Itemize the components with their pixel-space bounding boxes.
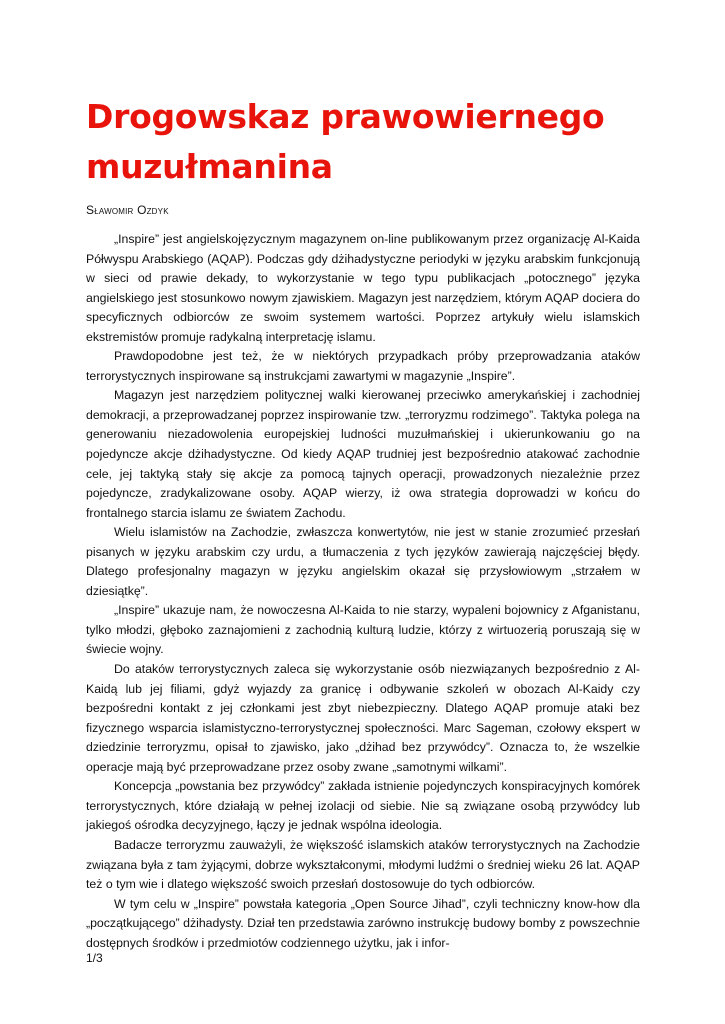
paragraph: Do ataków terrorystycznych zaleca się wykorzystanie osób niezwiązanych bezpośrednio z Al-Kaidą lub jej filiami, gdyż wyjazdy za granicę i odbywanie szkoleń w obozach Al-Kaidy czy bezpośredni kontakt z jej członkami jest zbyt niebezpieczny. Dlatego AQAP promuje ataki bez fizycznego wsparcia islamistyczno-terrorystycznej społeczności. Marc Sageman, czołowy ekspert w dziedzinie terroryzmu, opisał to zjawisko, jako „dżihad bez przywódcy”. Oznacza to, że wszelkie operacje mają być przeprowadzane przez osoby zwane „samotnymi wilkami”. bbox=[86, 662, 640, 774]
article-body bbox=[86, 230, 640, 953]
paragraph: Koncepcja „powstania bez przywódcy” zakłada istnienie pojedynczych konspiracyjnych komórek terrorystycznych, które działają w pełnej izolacji od siebie. Nie są związane osobą przywódcy lub jakiegoś ośrodka decyzyjnego, łączy je jednak wspólna ideologia. bbox=[86, 779, 640, 833]
paragraph: Wielu islamistów na Zachodzie, zwłaszcza konwertytów, nie jest w stanie zrozumieć przesłań pisanych w języku arabskim czy urdu, a tłumaczenia z tych języków zawierają najczęściej błędy. Dlatego profesjonalny magazyn w języku angielskim okazał się przysłowiowym „strzałem w dziesiątkę”. bbox=[86, 525, 640, 598]
paragraph: Prawdopodobne jest też, że w niektórych przypadkach próby przeprowadzania ataków terrorystycznych inspirowane są instrukcjami zawartymi w magazynie „Inspire”. bbox=[86, 349, 640, 383]
page-title: Drogowskaz prawowiernego muzułmanina bbox=[86, 97, 605, 186]
paragraph: Badacze terroryzmu zauważyli, że większość islamskich ataków terrorystycznych na Zachodzie związana była z tam żyjącymi, dobrze wykształconymi, młodymi ludźmi o średniej wieku 26 lat. AQAP też o tym wie i dlatego większość swoich przesłań dostosowuje do tych odbiorców. bbox=[86, 837, 640, 892]
paragraph: „Inspire” jest angielskojęzycznym magazynem on-line publikowanym przez organizację Al-Kaida Półwyspu Arabskiego (AQAP). Podczas gdy dżihadystyczne periodyki w języku arabskim funkcjonują w sieci od prawie dekady, to wykorzystanie w tego typu publikacjach „potocznego” języka angielskiego jest stosunkowo nowym zjawiskiem. Magazyn jest narzędziem, którym AQAP dociera do specyficznych odbiorców ze swoim systemem wartości. Poprzez artykuły wielu islamskich ekstremistów promuje radykalną interpretację islamu. bbox=[86, 232, 640, 344]
page-number: 1/3 bbox=[86, 951, 103, 965]
paragraph: Magazyn jest narzędziem politycznej walki kierowanej przeciwko amerykańskiej i zachodniej demokracji, a przeprowadzanej poprzez inspirowanie tzw. „terroryzmu rodzimego”. Taktyka polega na generowaniu niezadowolenia europejskiej ludności muzułmańskiej i ukierunkowaniu go na pojedyncze akcje dżihadystyczne. Od kiedy AQAP trudniej jest bezpośrednio atakować zachodnie cele, jej taktyką stały się akcje za pomocą tajnych operacji, prowadzonych niezależnie przez pojedyncze, zradykalizowane osoby. AQAP wierzy, iż owa strategia doprowadzi w końcu do frontalnego starcia islamu ze światem Zachodu. bbox=[86, 388, 640, 520]
paragraph: „Inspire” ukazuje nam, że nowoczesna Al-Kaida to nie starzy, wypaleni bojownicy z Afganistanu, tylko młodzi, głęboko zaznajomieni z zachodnią kulturą ludzie, którzy z wirtuozerią poruszają się w świecie wojny. bbox=[86, 603, 640, 657]
paragraph: W tym celu w „Inspire” powstała kategoria „Open Source Jihad”, czyli techniczny know-how dla „początkującego” dżihadysty. Dział ten przedstawia zarówno instrukcję budowy bomby z powszechnie dostępnych środków i przedmiotów codziennego użytku, jak i infor- bbox=[86, 896, 640, 950]
author-name: Sławomir Ozdyk bbox=[86, 203, 169, 217]
